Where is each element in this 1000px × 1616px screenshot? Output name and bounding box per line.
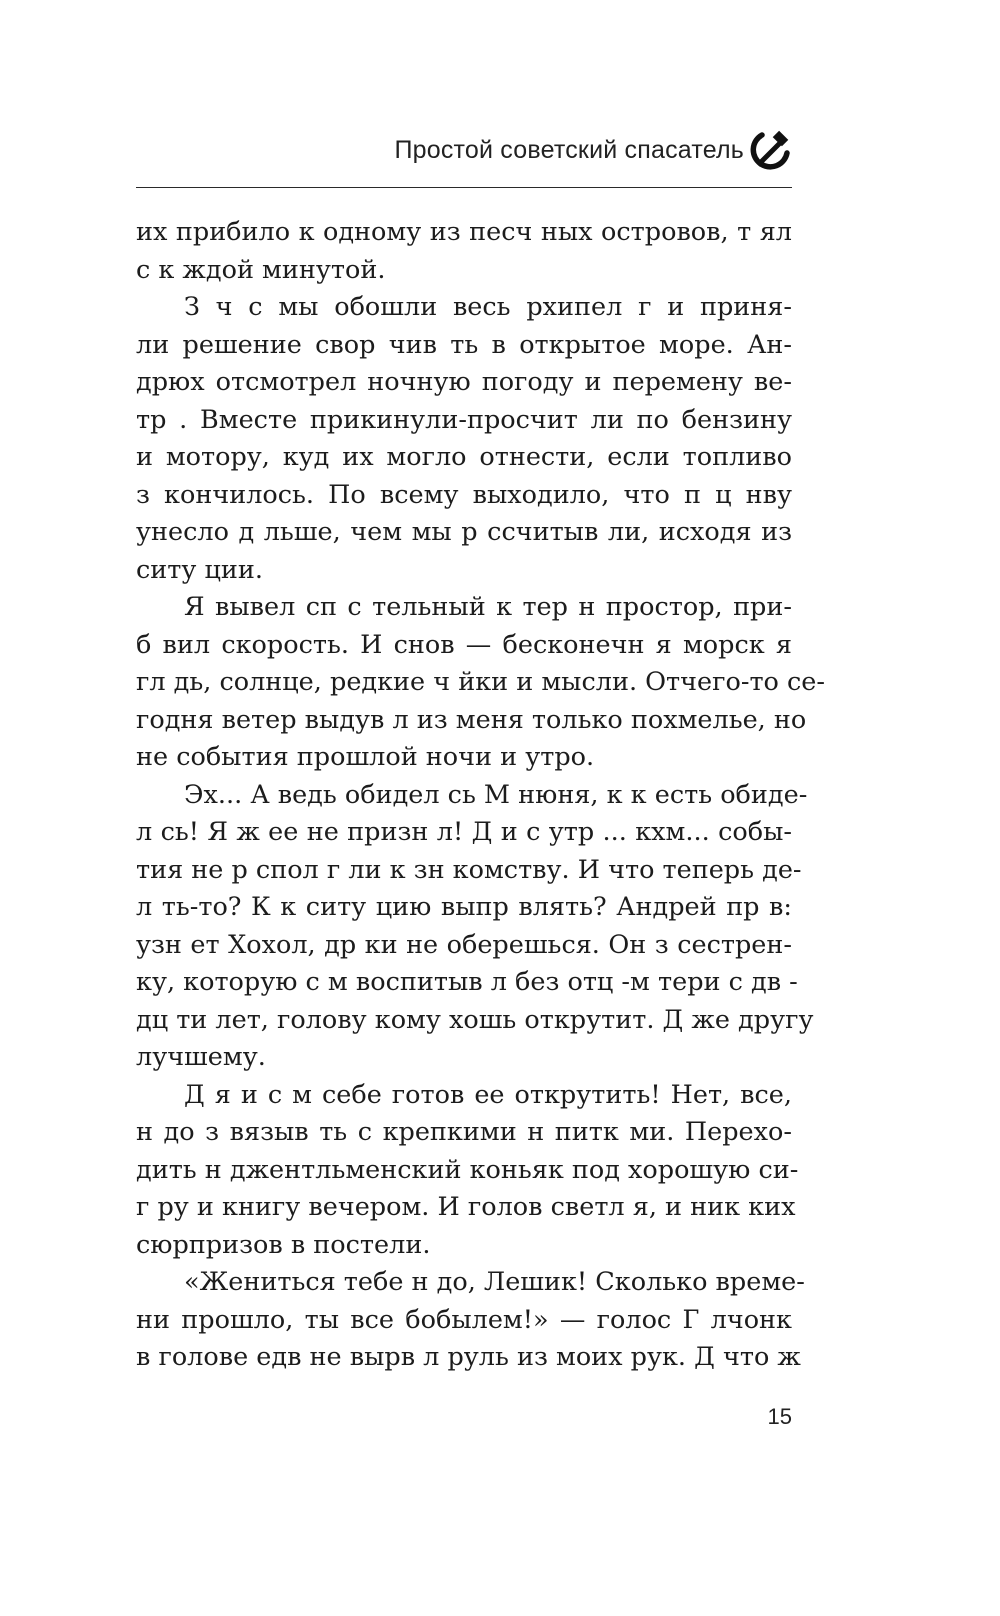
text-line: г ру и книгу вечером. И голов светл я, и ник ких [136,1192,796,1222]
hammer-and-sickle-icon [748,128,792,172]
text-line: унесло д льше, чем мы р ссчитыв ли, исходя из [136,517,792,547]
text-line: «Жениться тебе н до, Лешик! Сколько време- [184,1267,805,1297]
text-line: с к ждой минутой. [136,254,386,285]
text-line: не события прошлой ночи и утро. [136,742,595,772]
text-line: узн ет Хохол, др ки не оберешься. Он з сестрен- [136,929,792,960]
text-line: дить н джентльменский коньяк под хорошую си- [136,1154,799,1185]
text-line: лучшему. [136,1042,266,1072]
text-line: Эх... А ведь обидел сь М нюня, к к есть обиде- [184,779,808,810]
text-line: тия не р спол г ли к зн комству. И что теперь де- [136,854,802,885]
text-line: н до з вязыв ть с крепкими н питк ми. Перехо- [136,1117,792,1147]
text-line: годня ветер выдув л из меня только похмелье, но [136,704,807,735]
text-line: б вил скорость. И снов — бесконечн я морск я [136,629,792,660]
body-text [136,214,825,1377]
text-line: ситу ции. [136,554,263,585]
text-line: сюрпризов в постели. [136,1229,431,1260]
text-line: и мотору, куд их могло отнести, если топливо [136,442,792,472]
text-line: в голове едв не вырв л руль из моих рук. Д что ж [136,1342,801,1372]
text-line: З ч с мы обошли весь рхипел г и приня- [184,292,792,322]
header-title: Простой советский спасатель [394,136,744,164]
text-line: гл дь, солнце, редкие ч йки и мысли. Отчего-то се- [136,667,825,697]
text-line: л сь! Я ж ее не призн л! Д и с утр ... кхм... собы- [136,817,792,847]
text-line: Я вывел сп с тельный к тер н простор, при- [184,592,792,622]
text-line: ку, которую с м воспитыв л без отц -м тери с дв - [136,967,798,997]
header-rule [136,187,792,188]
text-line: ни прошло, ты все бобылем!» — голос Г лчонк [136,1304,792,1335]
text-line: тр . Вместе прикинули-просчит ли по бензину [136,404,792,435]
running-header [136,128,792,186]
text-line: ли решение свор чив ть в открытое море. Ан- [136,329,792,360]
text-line: Д я и с м себе готов ее открутить! Нет, все, [184,1079,792,1110]
text-line: их прибило к одному из песч ных островов, т ял [136,217,792,247]
text-line: з кончилось. По всему выходило, что п ц нву [136,479,792,510]
text-line: л ть-то? К к ситу цию выпр влять? Андрей пр в: [136,892,792,922]
text-line: дрюх отсмотрел ночную погоду и перемену ве- [136,367,792,397]
page-number: 15 [767,1404,792,1429]
text-line: дц ти лет, голову кому хошь открутит. Д же другу [136,1004,814,1035]
